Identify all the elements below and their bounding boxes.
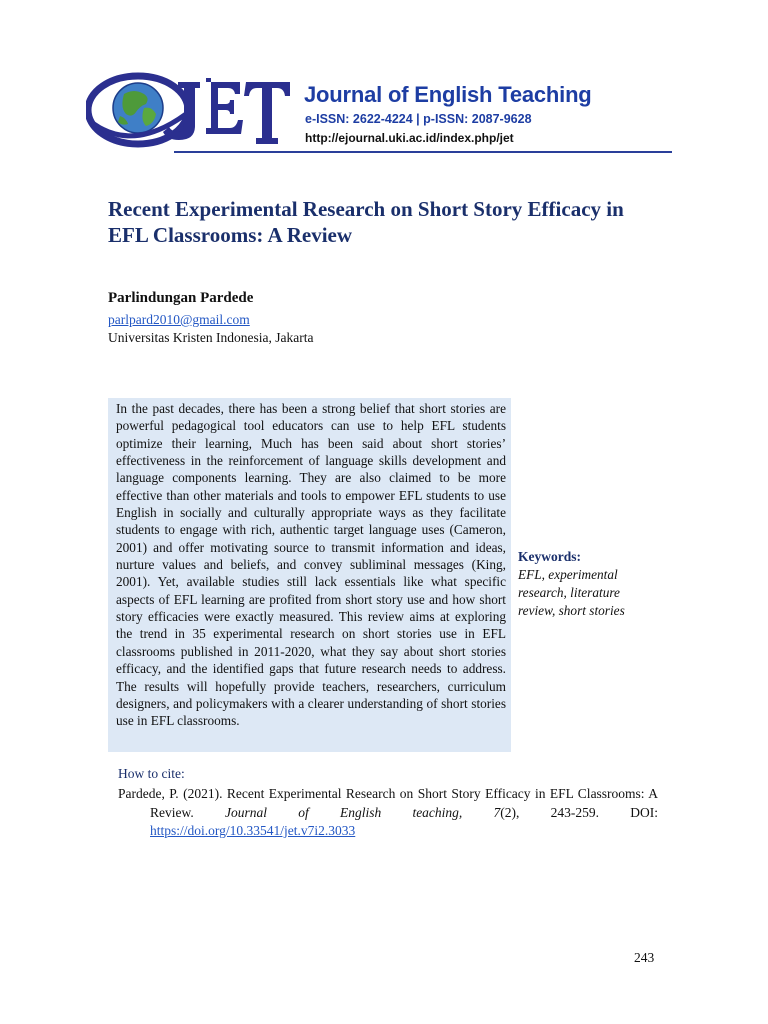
page-number: 243	[634, 950, 655, 965]
paper-title: Recent Experimental Research on Short Story Efficacy in EFL Classrooms: A Review	[108, 197, 624, 247]
abstract-box	[108, 398, 511, 752]
how-to-cite-label: How to cite:	[118, 766, 185, 781]
keywords-text: EFL, experimental research, literature review, short stories	[518, 567, 625, 618]
abstract-text: In the past decades, there has been a strong belief that short stories are powerful pedagogical tool educators can use to help EFL students optimize their learning, Much has been said about short stories’ effectiveness in the reinforcement of language skills development and language components learning. They are also claimed to be more effective than other materials and tools to empower EFL students to use English in socially and culturally appropriate ways as they facilitate students to engage with rich, authentic target language uses (Cameron, 2001) and offer motivating source to transmit information and ideas, nurture values and beliefs, and convey subliminal messages (King, 2001). Yet, available studies still lack essentials like what specific aspects of EFL learning are profited from short story use and how short story efficacies were exactly measured. This review aims at exploring the trend in 35 experimental research on short stories use in EFL classrooms published in 2011-2020, what they say about short stories efficacy, and the identified gaps that future research needs to address. The results will hopefully provide teachers, researchers, curriculum designers, and policymakers with a clearer understanding of short stories use in EFL classrooms.	[116, 401, 506, 729]
author-email-link[interactable]: parlpard2010@gmail.com	[108, 312, 250, 327]
journal-header	[86, 68, 672, 156]
jet-logo-icon	[86, 68, 298, 152]
citation-journal: Journal of English teaching, 7	[224, 804, 501, 820]
keywords-block	[518, 548, 658, 620]
citation-text	[118, 785, 658, 841]
journal-url[interactable]: http://ejournal.uki.ac.id/index.php/jet	[305, 131, 514, 145]
header-divider	[174, 151, 672, 153]
author-name: Parlindungan Pardede	[108, 290, 254, 306]
keywords-label: Keywords:	[518, 549, 581, 564]
doi-link[interactable]: https://doi.org/10.33541/jet.v7i2.3033	[150, 823, 356, 838]
citation-prefix: Pardede, P. (2021). Recent Experimental Research on Short Story Efficacy in EFL Classrooms: A Review.	[118, 786, 658, 820]
author-affiliation: Universitas Kristen Indonesia, Jakarta	[108, 330, 314, 345]
journal-issn: e-ISSN: 2622-4224 | p-ISSN: 2087-9628	[305, 112, 532, 126]
journal-title: Journal of English Teaching	[304, 82, 592, 107]
citation-issue: (2), 243-259. DOI:	[500, 804, 659, 820]
